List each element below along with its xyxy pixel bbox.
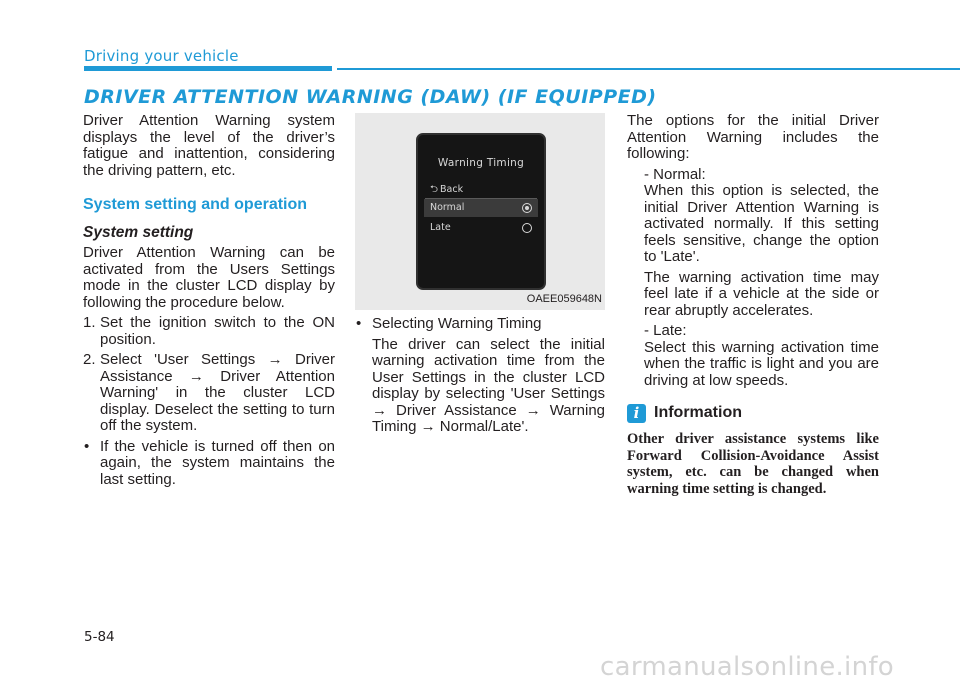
- header-rule-thick: [84, 66, 332, 71]
- option-label: Late: [430, 222, 451, 233]
- header-rule-thin: [337, 68, 960, 70]
- bullet-item: [83, 439, 335, 489]
- step-number: 2.: [83, 351, 96, 368]
- options-intro: The options for the initial Driver Attention Warning includes the following:: [627, 112, 879, 162]
- bullet-body: The driver can select the initial warning activation time from the User Settings in the cluster LCD display by selecting 'User Settings → Driver Assistance → Warning Timing → Normal/Late'.: [372, 335, 605, 435]
- setting-paragraph: Driver Attention Warning can be activated from the Users Settings mode in the cluster LCD display by following the procedure below.: [83, 244, 335, 311]
- bullet-title: Selecting Warning Timing: [372, 315, 542, 332]
- radio-selected-icon: [522, 203, 532, 213]
- watermark: carmanualsonline.info: [600, 652, 895, 682]
- column-middle: [355, 113, 605, 436]
- option-label: - Normal:: [644, 165, 706, 183]
- section-label: Driving your vehicle: [84, 47, 239, 65]
- section-heading: System setting and operation: [83, 196, 308, 213]
- figure-code: OAEE059648N: [526, 292, 602, 305]
- information-title: Information: [654, 404, 742, 422]
- option-normal-desc: When this option is selected, the initial Driver Attention Warning is activated normally. If this setting feels sensitive, change the option to 'Late'.: [644, 182, 879, 265]
- page-title: DRIVER ATTENTION WARNING (DAW) (IF EQUIPPED): [84, 86, 657, 108]
- bullet-icon: •: [356, 315, 362, 332]
- bullet-item: [355, 316, 605, 333]
- step-item: [83, 352, 335, 435]
- bullet-text: If the vehicle is turned off then on again, the system maintains the last setting.: [100, 437, 335, 488]
- information-header: [627, 404, 879, 423]
- information-text: Other driver assistance systems like Forward Collision-Avoidance Assist system, etc. can be changed when warning time setting is changed.: [627, 431, 879, 497]
- back-label: Back: [440, 184, 464, 195]
- option-late: [424, 219, 538, 237]
- subsection-heading: System setting: [83, 223, 194, 241]
- option-normal-note: The warning activation time may feel late if a vehicle at the side or rear abruptly accelerates.: [644, 268, 879, 319]
- back-arrow-icon: ⮌: [430, 184, 439, 195]
- option-label: - Late:: [644, 322, 687, 339]
- option-normal: [424, 199, 538, 217]
- column-left: [83, 113, 335, 488]
- option-normal-label: [627, 167, 879, 184]
- page-number: 5-84: [84, 629, 115, 645]
- option-late-label: [627, 323, 879, 340]
- step-text: Select 'User Settings → Driver Assistance → Driver Attention Warning' in the cluster LCD display. Deselect the setting to turn off the system.: [100, 351, 335, 434]
- column-right: [627, 113, 879, 497]
- intro-paragraph: Driver Attention Warning system displays the level of the driver’s fatigue and inattention, considering the driving pattern, etc.: [83, 112, 335, 179]
- bullet-icon: •: [84, 437, 90, 455]
- step-number: 1.: [83, 314, 96, 331]
- option-late-desc: Select this warning activation time when the traffic is light and you are driving at low speeds.: [644, 338, 879, 389]
- step-item: [83, 315, 335, 348]
- back-option: [430, 182, 463, 199]
- step-text: Set the ignition switch to the ON position.: [100, 314, 335, 348]
- info-icon: i: [627, 404, 646, 423]
- cluster-lcd-screen: [416, 133, 546, 290]
- radio-unselected-icon: [522, 223, 532, 233]
- screen-title: Warning Timing: [437, 157, 525, 169]
- option-label: Normal: [430, 202, 465, 213]
- cluster-figure: [355, 113, 605, 310]
